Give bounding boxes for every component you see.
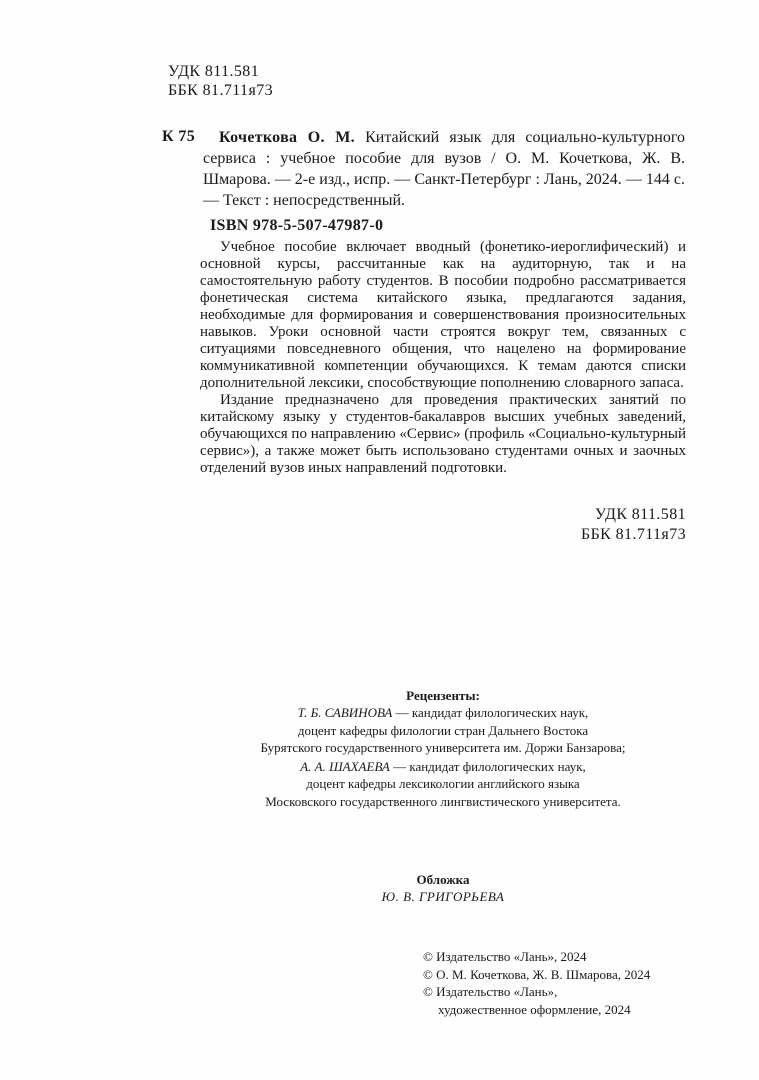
udc-number: УДК 811.581 <box>168 63 260 80</box>
copyright-line-4: художественное оформление, 2024 <box>438 1001 631 1017</box>
udc-number-bottom: УДК 811.581 <box>594 506 686 523</box>
bbk-number: ББК 81.711я73 <box>168 82 274 99</box>
reviewer-2-line-3: Московского государственного лингвистического университета. <box>265 793 621 809</box>
catalog-code: К 75 <box>162 128 196 145</box>
udc-block-bottom <box>200 505 686 545</box>
annotation-paragraph-1: Учебное пособие включает вводный (фонетико-иероглифический) и основной курсы, рассчитанные как на аудиторную, так и на самостоятельную работу студентов. В пособии подробно рассматривается фонетическая система китайского языка, предлагаются задания, необходимые для формирования и совершенствования произносительных навыков. Уроки основной части строятся вокруг тем, связанных с ситуациями повседневного общения, что нацелено на формирование коммуникативной компетенции обучающихся. К темам даются списки дополнительной лексики, способствующие пополнению словарного запаса. <box>200 239 686 391</box>
annotation-paragraph-2: Издание предназначено для проведения практических занятий по китайскому языку у студентов-бакалавров высших учебных заведений, обучающихся по направлению «Сервис» (профиль «Социально-культурный сервис»), а также может быть использовано студентами очных и заочных отделений вузов иных направлений подготовки. <box>200 392 686 476</box>
reviewer-1-line-2: доцент кафедры филологии стран Дальнего Востока <box>297 722 589 738</box>
copyright-line-1: © Издательство «Лань», 2024 <box>423 949 587 964</box>
bibliographic-description: Китайский язык для социально-культурного сервиса : учебное пособие для вузов / О. М. Кочеткова, Ж. В. Шмарова. — 2-е изд., испр. — Санкт-Петербург : Лань, 2024. — 144 с. — Текст : непосредственный. <box>203 129 685 209</box>
cover-credit-heading: Обложка <box>416 872 470 887</box>
reviewers-heading: Рецензенты: <box>406 688 480 703</box>
udc-block-top <box>168 62 273 100</box>
reviewer-1-block <box>200 704 686 756</box>
reviewer-2-role: — кандидат филологических наук, <box>389 759 586 775</box>
bibliographic-entry <box>203 127 685 211</box>
reviewer-2-name: А. А. ШАХАЕВА <box>300 759 390 775</box>
author-name: Кочеткова О. М. <box>219 129 355 146</box>
reviewers-section <box>200 687 686 810</box>
bbk-number-bottom: ББК 81.711я73 <box>580 526 686 543</box>
catalog-card <box>162 127 685 235</box>
reviewer-1-name: Т. Б. САВИНОВА <box>297 705 393 721</box>
reviewer-2-block <box>200 758 686 810</box>
annotation <box>200 239 686 477</box>
cover-designer-name: Ю. В. ГРИГОРЬЕВА <box>381 889 505 904</box>
reviewer-1-role: — кандидат филологических наук, <box>392 705 589 721</box>
isbn-number: ISBN 978-5-507-47987-0 <box>210 217 384 234</box>
copyright-line-2: © О. М. Кочеткова, Ж. В. Шмарова, 2024 <box>423 966 651 982</box>
reviewer-2-line-1 <box>200 758 686 775</box>
cover-credit <box>200 871 686 905</box>
reviewer-1-line-3: Бурятского государственного университета им. Доржи Банзарова; <box>260 739 626 755</box>
reviewer-1-line-1 <box>200 704 686 721</box>
copyright-block <box>423 948 650 1018</box>
copyright-line-3: © Издательство «Лань», <box>423 984 558 999</box>
reviewer-2-line-2: доцент кафедры лексикологии английского языка <box>306 776 580 792</box>
